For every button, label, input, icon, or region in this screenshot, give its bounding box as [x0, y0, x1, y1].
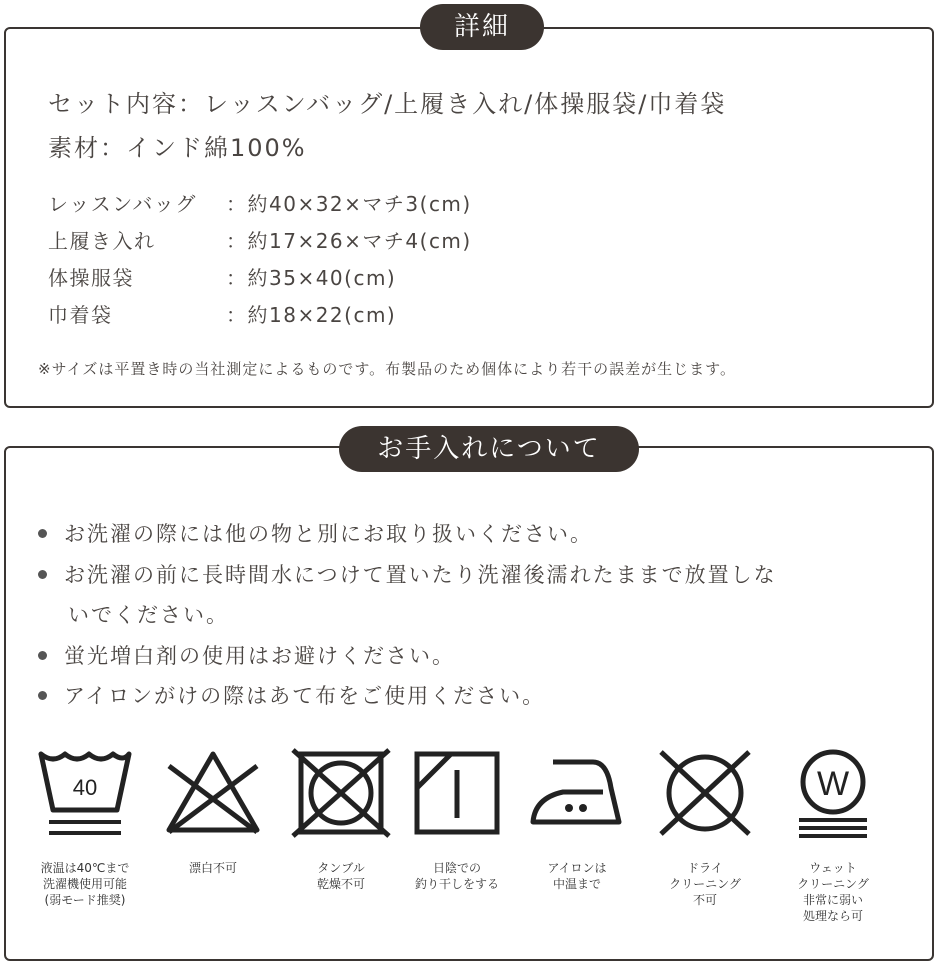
- symbol-caption: ドライ クリーニング 不可: [669, 861, 741, 907]
- size-label: 巾着袋: [48, 303, 113, 327]
- set-contents: セット内容：レッスンバッグ/上履き入れ/体操服袋/巾着袋: [48, 90, 727, 118]
- bullet-dot-icon: [38, 529, 47, 538]
- care-bullet: 蛍光増白剤の使用はお避けください。: [38, 640, 455, 670]
- care-bullet-continuation: いでください。: [68, 603, 229, 627]
- size-value: ：約35×40(cm): [226, 266, 397, 290]
- no-dry-clean-icon: [655, 748, 755, 840]
- no-tumble-dry-icon: [291, 748, 391, 840]
- size-note: ※サイズは平置き時の当社測定によるものです。布製品のため個体により若干の誤差が生じます。: [38, 360, 736, 378]
- material: 素材：インド綿100%: [48, 134, 307, 162]
- no-bleach-icon: [163, 748, 263, 840]
- symbol-caption: タンブル 乾燥不可: [316, 861, 365, 891]
- symbol-caption: アイロンは 中温まで: [547, 861, 607, 891]
- symbol-caption: ウェット クリーニング 非常に弱い 処理なら可: [797, 861, 869, 923]
- size-value: ：約40×32×マチ3(cm): [226, 192, 472, 216]
- care-bullet: アイロンがけの際はあて布をご使用ください。: [38, 680, 545, 710]
- wash-tub-40-gentle-icon: [35, 748, 135, 840]
- care-bullet: お洗濯の前に長時間水につけて置いたり洗濯後濡れたままで放置しな: [38, 559, 777, 589]
- details-heading: 詳細: [420, 4, 544, 50]
- symbol-caption: 漂白不可: [188, 861, 237, 875]
- bullet-dot-icon: [38, 691, 47, 700]
- care-heading: お手入れについて: [339, 426, 639, 472]
- bullet-dot-icon: [38, 570, 47, 579]
- wet-clean-letter: W: [816, 765, 850, 803]
- care-bullet: お洗濯の際には他の物と別にお取り扱いください。: [38, 518, 593, 548]
- symbol-caption: 液温は40℃まで 洗濯機使用可能 (弱モード推奨): [40, 861, 130, 907]
- symbol-caption: 日陰での 釣り干しをする: [414, 861, 499, 891]
- size-label: レッスンバッグ: [48, 192, 197, 216]
- line-dry-shade-icon: [407, 748, 507, 840]
- size-value: ：約17×26×マチ4(cm): [226, 229, 472, 253]
- size-label: 体操服袋: [48, 266, 134, 290]
- size-label: 上履き入れ: [48, 229, 156, 253]
- wet-clean-very-gentle-icon: [783, 748, 883, 840]
- tub-temperature: 40: [72, 775, 98, 800]
- bullet-dot-icon: [38, 651, 47, 660]
- iron-medium-icon: [527, 748, 627, 840]
- size-value: ：約18×22(cm): [226, 303, 397, 327]
